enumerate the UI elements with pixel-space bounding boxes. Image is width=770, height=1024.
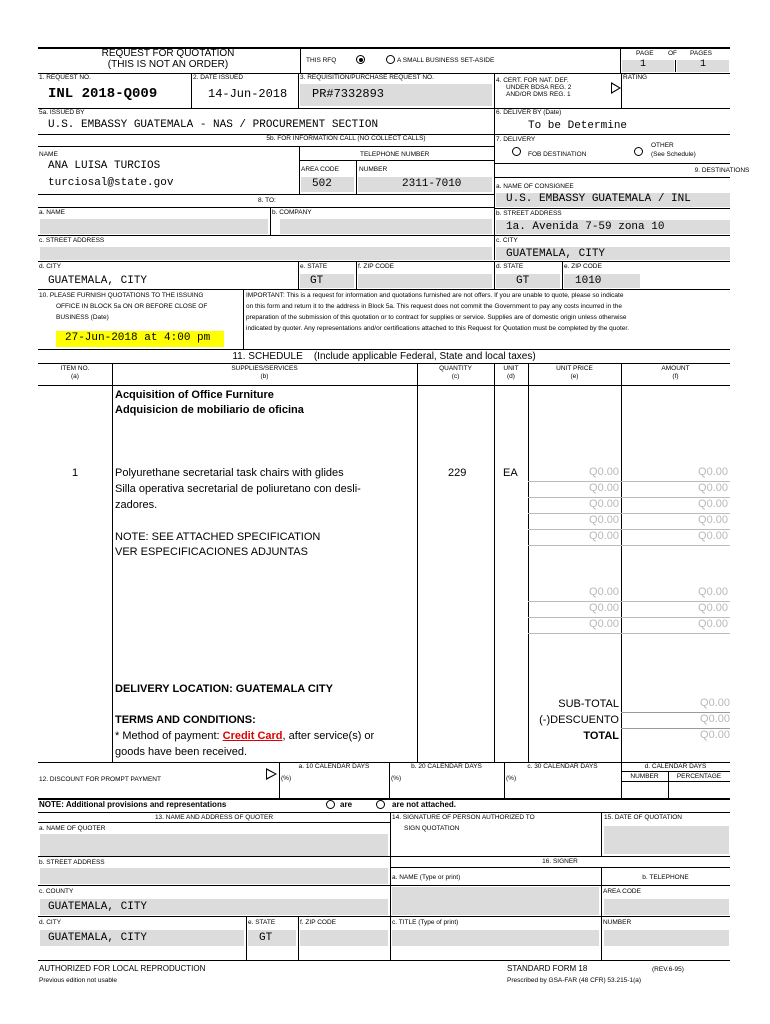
signature-label-1: 14. SIGNATURE OF PERSON AUTHORIZED TO [392, 814, 535, 821]
total-label: TOTAL [583, 730, 619, 742]
to-company-label: b. COMPANY [272, 209, 312, 216]
pages-number: 1 [700, 59, 707, 70]
this-rfq-label: THIS RFQ [306, 57, 337, 64]
consignee-zip-value: 1010 [575, 275, 602, 287]
col-qty-header: QUANTITY (c) [439, 365, 472, 380]
delivery-label: 7. DELIVERY [496, 136, 536, 143]
rfq-is-not-radio[interactable] [386, 55, 395, 64]
fob-destination-radio[interactable] [512, 147, 521, 156]
quoter-title: 13. NAME AND ADDRESS OF QUOTER [154, 814, 274, 821]
discount-10-label: a. 10 CALENDAR DAYS [298, 763, 370, 770]
consignee-street-label: b. STREET ADDRESS [496, 210, 562, 217]
col-amount-header: AMOUNT (f) [661, 365, 690, 380]
to-name-label: a. NAME [39, 209, 66, 216]
discount-value: Q0.00 [700, 713, 730, 725]
note-label: NOTE: Additional provisions and representations [39, 800, 227, 809]
form-title: REQUEST FOR QUOTATION (THIS IS NOT AN ORDER) [101, 48, 235, 70]
standard-form-text: STANDARD FORM 18 [507, 964, 588, 973]
col-supplies-header: SUPPLIES/SERVICES (b) [231, 365, 298, 380]
unit-price-value: Q0.00 [589, 530, 619, 542]
county-value: GUATEMALA, CITY [48, 901, 148, 913]
terms-line1: * Method of payment: Credit Card, after service(s) or [115, 730, 375, 742]
consignee-street-value: 1a. Avenida 7-59 zona 10 [506, 221, 665, 233]
item-desc-3: zadores. [115, 499, 158, 511]
quoter-name-label: a. NAME OF QUOTER [39, 825, 106, 832]
to-state-label: e. STATE [300, 263, 328, 270]
unit-price-value: Q0.00 [589, 602, 619, 614]
are-label: are [340, 800, 353, 809]
deliver-by-value: To be Determine [528, 120, 628, 132]
date-issued-value: 14-Jun-2018 [208, 87, 288, 101]
number-label: NUMBER [359, 166, 388, 173]
subtotal-value: Q0.00 [700, 697, 730, 709]
terms-title: TERMS AND CONDITIONS: [115, 714, 256, 726]
signer-name-label: a. NAME (Type or print) [392, 874, 461, 881]
discount-20-label: b. 20 CALENDAR DAYS [411, 763, 482, 770]
to-state-value: GT [310, 275, 324, 287]
quoter-city-label: d. CITY [39, 919, 62, 926]
discount-10-pct: (%) [281, 775, 292, 782]
item-unit: EA [503, 467, 518, 479]
terms-line2: goods have been received. [115, 746, 248, 758]
amount-value: Q0.00 [698, 530, 728, 542]
consignee-state-value: GT [516, 275, 530, 287]
total-value: Q0.00 [700, 729, 730, 741]
phone-number-value: 2311-7010 [402, 178, 462, 190]
county-label: c. COUNTY [39, 888, 74, 895]
unit-price-value: Q0.00 [589, 466, 619, 478]
amount-value: Q0.00 [698, 482, 728, 494]
discount-cal-label: d. CALENDAR DAYS [644, 763, 707, 770]
item-no: 1 [72, 467, 79, 479]
discount-percentage-label: PERCENTAGE [676, 773, 722, 780]
request-no-label: 1. REQUEST NO. [39, 74, 91, 81]
quoter-state-label: e. STATE [248, 919, 276, 926]
to-street-label: c. STREET ADDRESS [39, 237, 105, 244]
item-desc-2: Silla operativa secretarial de poliuretano con desli- [115, 483, 361, 495]
revision-text: (REV.6-95) [652, 966, 684, 973]
fob-destination-label: FOB DESTINATION [528, 151, 587, 158]
page-label: PAGE [636, 50, 654, 57]
delivery-location: DELIVERY LOCATION: GUATEMALA CITY [115, 683, 333, 695]
issued-by-value: U.S. EMBASSY GUATEMALA - NAS / PROCUREMENT SECTION [48, 119, 379, 131]
requisition-value: PR#7332893 [312, 87, 385, 101]
requisition-label: 3. REQUISITION/PURCHASE REQUEST NO. [300, 74, 434, 81]
important-line1: IMPORTANT: This is a request for information and quotations furnished are not offers. If you are unable to quote, please so indicate [246, 292, 624, 299]
quoter-street-label: b. STREET ADDRESS [39, 859, 105, 866]
to-zip-label: f. ZIP CODE [358, 263, 394, 270]
schedule-title: 11. SCHEDULE (Include applicable Federal, State and local taxes) [232, 351, 536, 362]
subtotal-label: SUB-TOTAL [558, 698, 619, 710]
authorized-text: AUTHORIZED FOR LOCAL REPRODUCTION [39, 964, 206, 973]
previous-edition-text: Previous edition not usable [39, 977, 118, 984]
col-item-header: ITEM NO. (a) [60, 365, 90, 380]
unit-price-value: Q0.00 [589, 498, 619, 510]
request-no-value: INL 2018-Q009 [48, 86, 158, 102]
rating-label: RATING [623, 74, 648, 81]
discount-label: (-)DESCUENTO [539, 714, 619, 726]
signature-label-2: SIGN QUOTATION [404, 825, 460, 832]
small-business-label: A SMALL BUSINESS SET-ASIDE [397, 57, 495, 64]
due-date-value: 27-Jun-2018 at 4:00 pm [65, 332, 211, 344]
page-number: 1 [640, 59, 647, 70]
consignee-zip-label: e. ZIP CODE [564, 263, 602, 270]
other-delivery-radio[interactable] [634, 147, 643, 156]
important-line4: indicated by quoter. Any representations and/or certifications attached to this Request for Quotation must be completed by the quoter. [246, 325, 630, 332]
credit-card-link[interactable]: Credit Card [222, 730, 283, 742]
block10-line1: 10. PLEASE FURNISH QUOTATIONS TO THE ISSUING [39, 292, 204, 299]
cert-label-1: 4. CERT. FOR NAT. DEF. [496, 77, 569, 84]
quoter-city-value: GUATEMALA, CITY [48, 932, 148, 944]
col-unit-header: UNIT (d) [503, 365, 519, 380]
contact-name-label: NAME [39, 151, 58, 158]
schedule-heading-2: Adquisicion de mobiliario de oficina [115, 404, 304, 416]
rfq-is-radio[interactable] [356, 55, 365, 64]
item-note-1: NOTE: SEE ATTACHED SPECIFICATION [115, 531, 321, 543]
consignee-name-value: U.S. EMBASSY GUATEMALA / INL [506, 193, 691, 205]
prescribed-text: Prescribed by GSA-FAR (48 CFR) 53.215-1(a) [507, 977, 642, 984]
schedule-heading-1: Acquisition of Office Furniture [115, 389, 274, 401]
item-quantity: 229 [448, 467, 467, 479]
date-quotation-label: 15. DATE OF QUOTATION [604, 814, 683, 821]
to-city-label: d. CITY [39, 263, 62, 270]
amount-value: Q0.00 [698, 466, 728, 478]
area-code-value: 502 [312, 178, 332, 190]
consignee-city-value: GUATEMALA, CITY [506, 248, 606, 260]
discount-prompt-label: 12. DISCOUNT FOR PROMPT PAYMENT [39, 776, 161, 783]
consignee-state-label: d. STATE [496, 263, 524, 270]
col-price-header: UNIT PRICE (e) [556, 365, 593, 380]
telephone-label: TELEPHONE NUMBER [360, 151, 430, 158]
amount-value: Q0.00 [698, 514, 728, 526]
item-desc-1: Polyurethane secretarial task chairs with glides [115, 467, 344, 479]
consignee-name-label: a. NAME OF CONSIGNEE [496, 183, 574, 190]
deliver-by-label: 6. DELIVER BY (Date) [496, 109, 562, 116]
other-label: OTHER [651, 142, 674, 149]
item-note-2: VER ESPECIFICACIONES ADJUNTAS [115, 546, 308, 558]
info-call-label: 5b. FOR INFORMATION CALL (NO COLLECT CALLS) [266, 135, 426, 142]
to-label: 8. TO: [258, 197, 276, 204]
title-label: c. TITLE (Type of print) [392, 919, 459, 926]
quoter-state-value: GT [259, 932, 273, 944]
of-label: OF [668, 50, 678, 57]
page-field[interactable] [622, 60, 674, 72]
discount-20-pct: (%) [391, 775, 402, 782]
area-code-label-2: AREA CODE [603, 888, 641, 895]
date-issued-label: 2. DATE ISSUED [193, 74, 244, 81]
unit-price-value: Q0.00 [589, 586, 619, 598]
issued-by-label: 5a. ISSUED BY [39, 109, 85, 116]
are-not-radio[interactable] [376, 800, 385, 809]
are-radio[interactable] [326, 800, 335, 809]
consignee-city-label: c. CITY [496, 237, 518, 244]
signer-label: 16. SIGNER [542, 858, 578, 865]
unit-price-value: Q0.00 [589, 482, 619, 494]
important-line3: preparation of the submission of this quotation or to contract for supplies or service. Supplies are of domestic origin unless otherwise [246, 314, 627, 321]
amount-value: Q0.00 [698, 586, 728, 598]
amount-value: Q0.00 [698, 618, 728, 630]
discount-30-pct: (%) [506, 775, 517, 782]
cert-label-3: AND/OR DMS REG. 1 [506, 91, 571, 98]
block10-line2: OFFICE IN BLOCK 5a ON OR BEFORE CLOSE OF [56, 303, 208, 310]
are-not-label: are not attached. [392, 800, 457, 809]
cert-label-2: UNDER BDSA REG. 2 [506, 84, 572, 91]
important-line2: on this form and return it to the address in Block 5a. This request does not commit the Government to pay any costs incurred in the [246, 303, 622, 310]
contact-email-value: turciosal@state.gov [48, 177, 174, 189]
contact-name-value: ANA LUISA TURCIOS [48, 160, 161, 172]
discount-30-label: c. 30 CALENDAR DAYS [527, 763, 598, 770]
discount-number-label: NUMBER [630, 773, 659, 780]
area-code-label: AREA CODE [301, 166, 339, 173]
unit-price-value: Q0.00 [589, 514, 619, 526]
destinations-label: 9. DESTINATIONS [694, 167, 750, 174]
block10-line3: BUSINESS (Date) [56, 314, 109, 321]
telephone-label: b. TELEPHONE [642, 874, 689, 881]
quoter-zip-label: f. ZIP CODE [300, 919, 336, 926]
see-schedule-label: (See Schedule) [651, 151, 696, 158]
pages-label: PAGES [690, 50, 712, 57]
number-label-2: NUMBER [603, 919, 632, 926]
unit-price-value: Q0.00 [589, 618, 619, 630]
to-city-value: GUATEMALA, CITY [48, 275, 148, 287]
amount-value: Q0.00 [698, 498, 728, 510]
amount-value: Q0.00 [698, 602, 728, 614]
